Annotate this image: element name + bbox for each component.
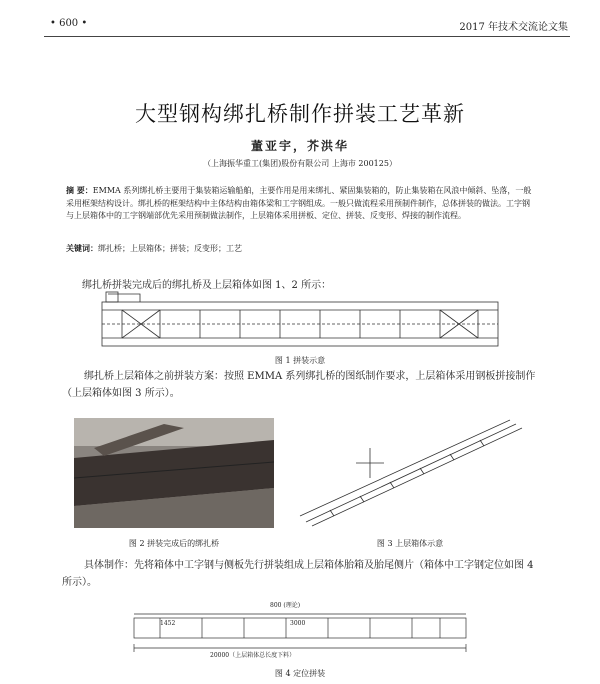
paper-title: 大型钢构绑扎桥制作拼装工艺革新 — [135, 102, 465, 126]
keywords-text: 绑扎桥；上层箱体；拼装；反变形；工艺 — [98, 244, 242, 253]
figure-4-caption: 图 4 定位拼装 — [274, 669, 326, 678]
abstract-label: 摘 要： — [66, 185, 93, 195]
figure-4-dim-left: 1452 — [160, 620, 176, 627]
paragraph-2: 绑扎桥上层箱体之前拼装方案：按照 EMMA 系列绑扎桥的图纸制作要求，上层箱体采用钢板拼接制作（上层箱体如图 3 所示）。 — [62, 371, 536, 399]
abstract-text: EMMA 系列绑扎桥主要用于集装箱运输船舶，主要作用是用来绑扎、紧固集装箱的，防止集装箱在风浪中倾斜、坠落，一般采用框架结构设计。绑扎桥的框架结构中主体结构由箱体梁和工字钢组成。一般只做流程采用预制件制作，总体拼装的做法。工字钢与上层箱体中的工字钢端部优先采用预制做法制作，上层箱体采用拼板、定位、拼装、反变形、焊接的制作流程。 — [66, 186, 532, 221]
figure-4-bottom-label: 20000（上层箱体总长度下料） — [210, 652, 296, 659]
keywords — [66, 243, 536, 254]
affiliation: （上海振华重工(集团)股份有限公司 上海市 200125） — [203, 159, 397, 168]
keywords-label: 关键词： — [66, 243, 98, 253]
abstract — [66, 184, 536, 223]
figure-2-photo — [74, 418, 274, 528]
figure-3-drawing — [290, 418, 530, 528]
paragraph-3: 具体制作：先将箱体中工字钢与侧板先行拼装组成上层箱体胎箱及胎尾侧片（箱体中工字钢定位如图 4 所示）。 — [62, 560, 534, 588]
collection-title: 2017 年技术交流论文集 — [459, 22, 568, 33]
figure-4-top-label: 800 (理论) — [270, 602, 301, 609]
figure-4-drawing — [130, 608, 470, 656]
paragraph-1: 绑扎桥拼装完成后的绑扎桥及上层箱体如图 1、2 所示： — [82, 280, 332, 291]
figure-1-caption: 图 1 拼装示意 — [274, 356, 326, 365]
page-number: • 600 • — [50, 18, 88, 29]
figure-3-caption: 图 3 上层箱体示意 — [376, 539, 444, 548]
figure-4-dim-mid: 3000 — [290, 620, 306, 627]
authors: 董亚宇，芥洪华 — [250, 139, 349, 153]
figure-2-caption: 图 2 拼装完成后的绑扎桥 — [128, 539, 220, 548]
header-rule — [44, 36, 570, 37]
figure-1-drawing — [100, 290, 500, 350]
